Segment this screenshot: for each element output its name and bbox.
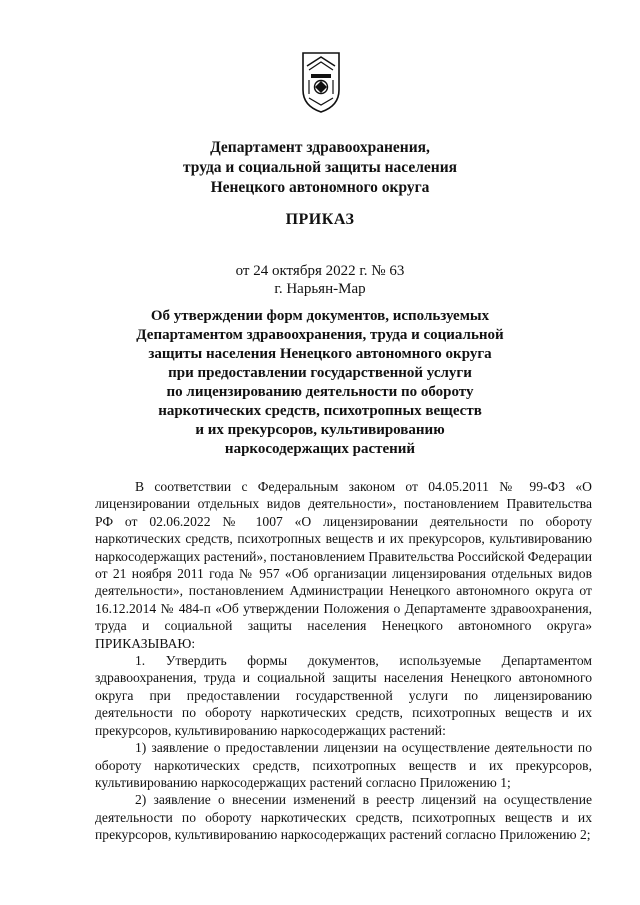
department-line: Ненецкого автономного округа [210,179,430,196]
document-type: ПРИКАЗ [285,211,355,228]
department-line: Департамент здравоохранения, [210,139,430,156]
title-line: Департаментом здравоохранения, труда и социальной [136,327,504,343]
department-header [0,138,640,198]
title-line: при предоставлении государственной услуги [168,365,472,381]
body-paragraph: В соответствии с Федеральным законом от 04.05.2011 № 99-ФЗ «О лицензировании отдельных видов деятельности», постановлением Правительства РФ от 02.06.2022 № 1007 «О лицензировании деятельности по обороту наркотических средств, психотропных веществ и их прекурсоров, культивированию наркосодержащих растений», постановлением Правительства Российской Федерации от 21 ноября 2011 года № 957 «Об организации лицензирования отдельных видов деятельности», постановлением Администрации Ненецкого автономного округа от 16.12.2014 № 484-п «Об утверждении Положения о Департаменте здравоохранения, труда и социальной защиты населения Ненецкого автономного округа» ПРИКАЗЫВАЮ: [95,479,592,651]
body-paragraph: 1. Утвердить формы документов, используемые Департаментом здравоохранения, труда и социальной защиты населения Ненецкого автономного округа при предоставлении государственной услуги по лицензированию деятельности по обороту наркотических средств, психотропных веществ и их прекурсоров, культивированию наркосодержащих растений: [95,653,592,738]
body-paragraph: 2) заявление о внесении изменений в реестр лицензий на осуществление деятельности по обороту наркотических средств, психотропных веществ и их прекурсоров, культивированию наркосодержащих растений согласно Приложению 2; [95,792,592,843]
title-line: Об утверждении форм документов, используемых [150,308,490,324]
coat-of-arms-emblem [300,50,342,114]
title-line: и их прекурсоров, культивированию [195,422,445,438]
body-paragraph: 1) заявление о предоставлении лицензии на осуществление деятельности по обороту наркотических средств, психотропных веществ и их прекурсоров, культивированию наркосодержащих растений согласно Приложению 1; [95,740,592,790]
title-line: наркосодержащих растений [224,441,416,457]
date-block [0,262,640,298]
city-name: г. Нарьян-Мар [274,281,366,297]
title-line: защиты населения Ненецкого автономного округа [148,346,492,362]
order-date-number: от 24 октября 2022 г. № 63 [235,263,405,279]
title-line: наркотических средств, психотропных веществ [158,403,482,419]
title-line: по лицензированию деятельности по обороту [166,384,474,400]
order-title [0,307,640,459]
document-body [95,478,592,844]
department-line: труда и социальной защиты населения [182,159,458,176]
